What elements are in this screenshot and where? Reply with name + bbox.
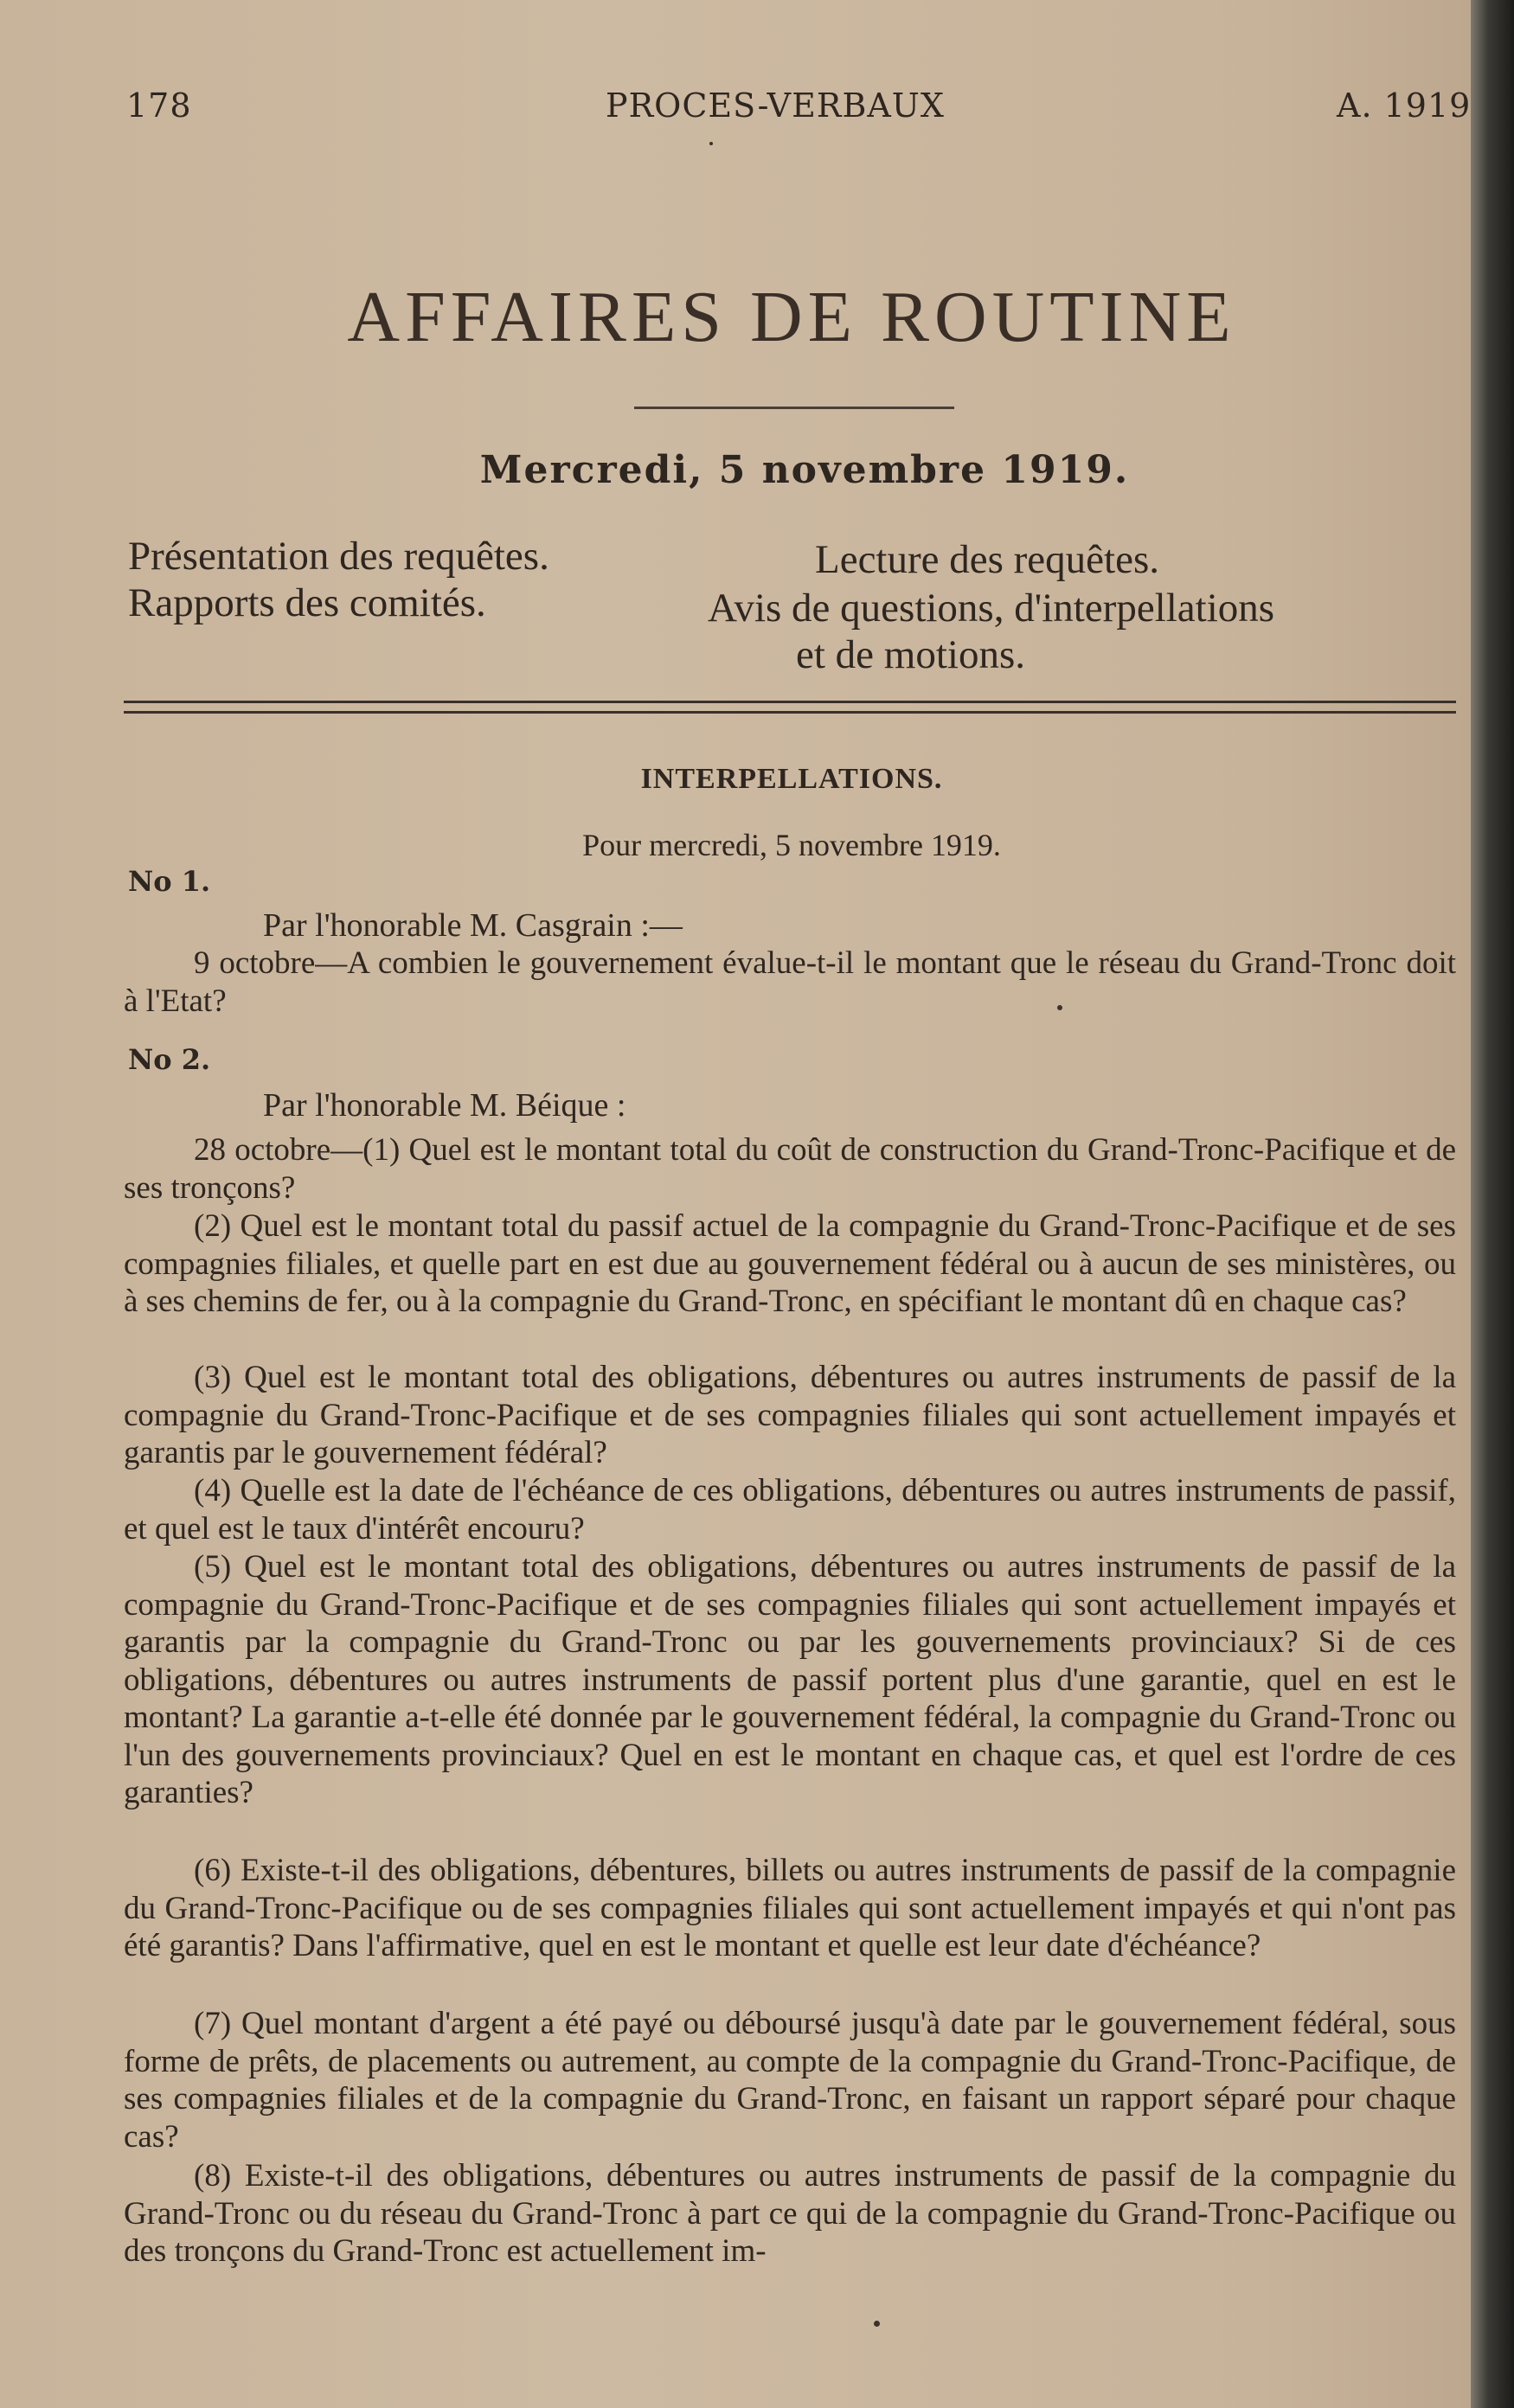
question-paragraph: (6) Existe-t-il des obligations, débentures, billets ou autres instruments de passif de la compagnie du Grand-Tronc-Pacifique ou de ses compagnies filiales qui sont actuellement impayés et qui n'ont pas été garantis? Dans l'affirmative, quel en est le montant et quelle est leur date d'échéance? <box>124 1853 1456 1963</box>
running-year: A. 1919 <box>1337 86 1472 125</box>
ink-speck <box>874 2321 880 2327</box>
question-author: Par l'honorable M. Béique : <box>263 1087 626 1124</box>
ink-speck <box>709 142 713 145</box>
ink-speck <box>1057 1005 1062 1010</box>
section-divider <box>124 711 1456 714</box>
date-heading: Mercredi, 5 novembre 1919. <box>479 448 1130 492</box>
interpellations-date: Pour mercredi, 5 novembre 1919. <box>582 828 1001 862</box>
question-paragraph: (2) Quel est le montant total du passif actuel de la compagnie du Grand-Tronc-Pacifique et de ses compagnies filiales, et quelle part en est due au gouvernement fédéral ou à aucun de ses ministères, ou à ses chemins de fer, ou à la compagnie du Grand-Tronc, en spécifiant le montant dû en chaque cas? <box>124 1208 1456 1319</box>
question-author: Par l'honorable M. Casgrain :— <box>263 907 683 944</box>
interpellations-heading: INTERPELLATIONS. <box>640 763 943 795</box>
running-title: PROCES-VERBAUX <box>606 86 945 125</box>
page-number: 178 <box>126 86 192 125</box>
question-paragraph: (8) Existe-t-il des obligations, débentures ou autres instruments de passif de la compagnie du Grand-Tronc ou du réseau du Grand-Tronc à part ce qui de la compagnie du Grand-Tronc-Pacifique ou des tronçons du Grand-Tronc est actuellement im- <box>124 2158 1456 2269</box>
book-spine-edge <box>1471 0 1514 2408</box>
question-paragraph: (4) Quelle est la date de l'échéance de ces obligations, débentures ou autres instruments de passif, et quel est le taux d'intérêt encouru? <box>124 1473 1456 1547</box>
question-number: No 1. <box>128 865 211 898</box>
routine-item: Avis de questions, d'interpellations <box>708 586 1275 631</box>
routine-item: Rapports des comités. <box>128 580 486 625</box>
routine-item: Présentation des requêtes. <box>128 534 549 579</box>
question-paragraph: (7) Quel montant d'argent a été payé ou déboursé jusqu'à date par le gouvernement fédéral, sous forme de prêts, de placements ou autrement, au compte de la compagnie du Grand-Tronc-Pacifique, de ses compagnies filiales et de la compagnie du Grand-Tronc, en faisant un rapport séparé pour chaque cas? <box>124 2006 1456 2155</box>
routine-item: Lecture des requêtes. <box>815 537 1159 582</box>
question-paragraph: 28 octobre—(1) Quel est le montant total du coût de construction du Grand-Tronc-Pacifique et de ses tronçons? <box>124 1132 1456 1206</box>
question-paragraph: (3) Quel est le montant total des obligations, débentures ou autres instruments de passif de la compagnie du Grand-Tronc-Pacifique et de ses compagnies filiales qui sont actuellement impayés et garantis par le gouvernement fédéral? <box>124 1360 1456 1470</box>
question-paragraph: (5) Quel est le montant total des obligations, débentures ou autres instruments de passif de la compagnie du Grand-Tronc-Pacifique et de ses compagnies filiales qui sont actuellement impayés et garantis par la compagnie du Grand-Tronc ou par les gouvernements provinciaux? Si de ces obligations, débentures ou autres instruments de passif portent plus d'une garantie, quel en est le montant? La garantie a-t-elle été donnée par le gouvernement fédéral, la compagnie du Grand-Tronc ou l'un des gouvernements provinciaux? Quel en est le montant en chaque cas, et quel est l'ordre de ces garanties? <box>124 1549 1456 1810</box>
routine-item: et de motions. <box>796 632 1025 677</box>
section-divider <box>124 701 1456 703</box>
question-number: No 2. <box>128 1043 211 1076</box>
question-text: 9 octobre—A combien le gouvernement évalue-t-il le montant que le réseau du Grand-Tronc doit à l'Etat? <box>124 945 1456 1019</box>
title-divider <box>634 407 954 409</box>
section-title: AFFAIRES DE ROUTINE <box>347 277 1236 357</box>
